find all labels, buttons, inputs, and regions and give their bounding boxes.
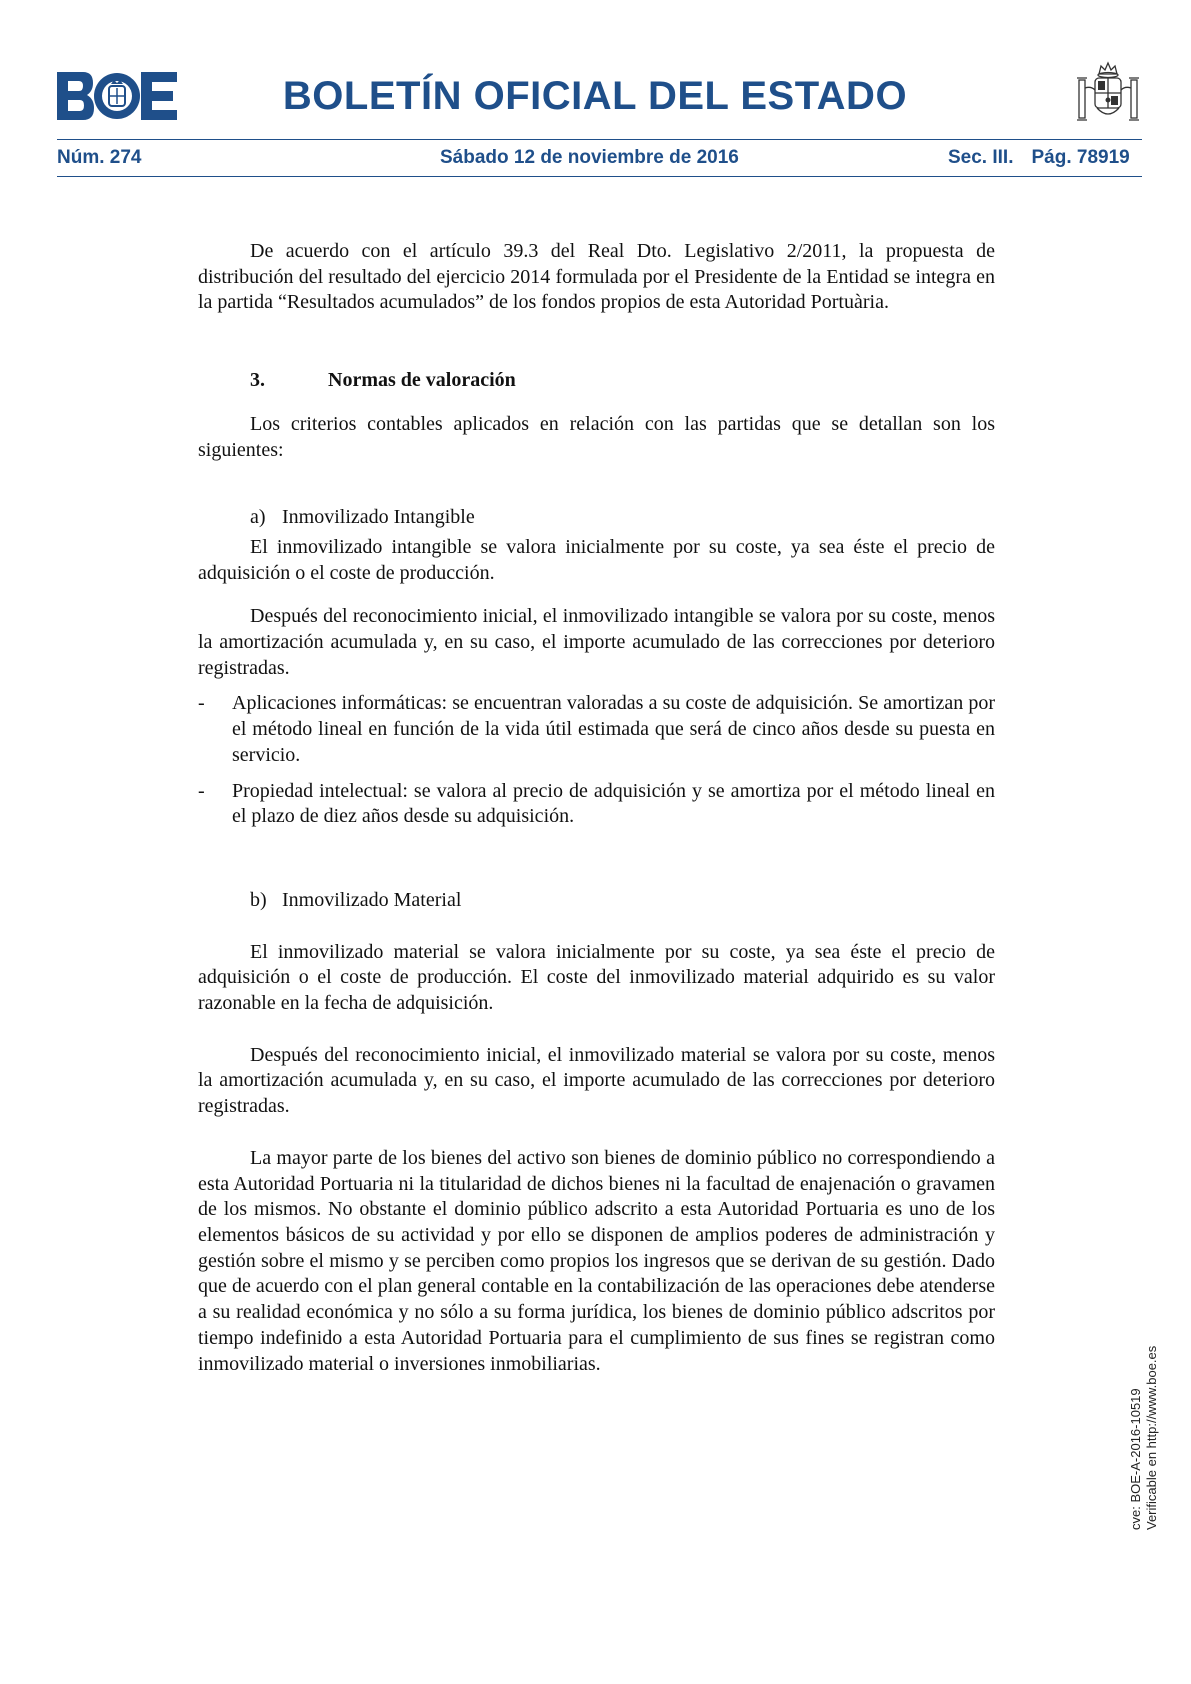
section-heading bbox=[198, 368, 995, 394]
list-dash: - bbox=[198, 692, 205, 715]
issue-date: Sábado 12 de noviembre de 2016 bbox=[440, 147, 739, 168]
subsection-title: Inmovilizado Material bbox=[282, 888, 462, 911]
paragraph: De acuerdo con el artículo 39.3 del Real Dto. Legislativo 2/2011, la propuesta de distribución del resultado del ejercicio 2014 formulada por el Presidente de la Entidad se integra en la partida “Resultados acumulados” de los fondos propios de esta Autoridad Portuària. bbox=[198, 240, 995, 314]
verification-url: Verificable en http://www.boe.es bbox=[1144, 1345, 1159, 1530]
list-item bbox=[198, 779, 995, 830]
paragraph: Los criterios contables aplicados en relación con las partidas que se detallan son los siguientes: bbox=[198, 412, 995, 461]
section-page bbox=[948, 146, 1130, 170]
subsection-heading-a bbox=[250, 505, 995, 531]
section-title: Normas de valoración bbox=[328, 369, 516, 392]
paragraph: Después del reconocimiento inicial, el inmovilizado material se valora por su coste, menos la amortización acumulada y, en su caso, el importe acumulado de las correcciones por deterioro registradas. bbox=[198, 1043, 995, 1118]
page-number: Pág. 78919 bbox=[1031, 147, 1130, 168]
subsection-heading-b bbox=[250, 888, 995, 914]
paragraph: El inmovilizado intangible se valora inicialmente por su coste, ya sea éste el precio de adquisición o el coste de producción. bbox=[198, 535, 995, 584]
paragraph: Después del reconocimiento inicial, el inmovilizado intangible se valora por su coste, menos la amortización acumulada y, en su caso, el importe acumulado de las correcciones por deterioro registradas. bbox=[198, 605, 995, 679]
section-number: 3. bbox=[250, 369, 265, 392]
header-top-rule bbox=[57, 139, 1142, 140]
section-label: Sec. III. bbox=[948, 147, 1014, 168]
coat-of-arms-icon bbox=[1075, 60, 1141, 130]
list-item-text: Propiedad intelectual: se valora al precio de adquisición y se amortiza por el método lineal en el plazo de diez años desde su adquisición. bbox=[232, 779, 995, 828]
paragraph: La mayor parte de los bienes del activo son bienes de dominio público no correspondiendo a esta Autoridad Portuaria ni la titularidad de dichos bienes ni la facultad de enajenación o gravamen de los mismos. No obstante el dominio público adscrito a esta Autoridad Portuaria es uno de los elementos básicos de su actividad y por ello se disponen de amplios poderes de administración y gestión sobre el mismo y se perciben como propios los ingresos que se derivan de su gestión. Dado que de acuerdo con el plan general contable en la contabilización de las operaciones debe atenderse a su realidad económica y no sólo a su forma jurídica, los bienes de dominio público adscritos por tiempo indefinido a esta Autoridad Portuaria para el cumplimiento de sus fines se registran como inmovilizado material o inversiones inmobiliarias. bbox=[198, 1146, 995, 1375]
cve-code: cve: BOE-A-2016-10519 bbox=[1128, 1388, 1143, 1530]
subsection-letter: a) bbox=[250, 506, 266, 529]
newspaper-title: BOLETÍN OFICIAL DEL ESTADO bbox=[282, 74, 908, 118]
list-item bbox=[198, 691, 995, 768]
subsection-letter: b) bbox=[250, 888, 267, 911]
subsection-title: Inmovilizado Intangible bbox=[282, 506, 475, 529]
paragraph: El inmovilizado material se valora inicialmente por su coste, ya sea éste el precio de adquisición o el coste de producción. El coste del inmovilizado material adquirido es su valor razonable en la fecha de adquisición. bbox=[198, 940, 995, 1015]
list-dash: - bbox=[198, 779, 205, 802]
header-bottom-rule bbox=[57, 176, 1142, 177]
boe-logo bbox=[57, 72, 177, 120]
list-item-text: Aplicaciones informáticas: se encuentran valoradas a su coste de adquisición. Se amortizan por el método lineal en función de la vida útil estimada que será de cinco años desde su puesta en servicio. bbox=[232, 692, 995, 766]
page-body bbox=[198, 239, 995, 1377]
issue-number: Núm. 274 bbox=[57, 147, 142, 168]
